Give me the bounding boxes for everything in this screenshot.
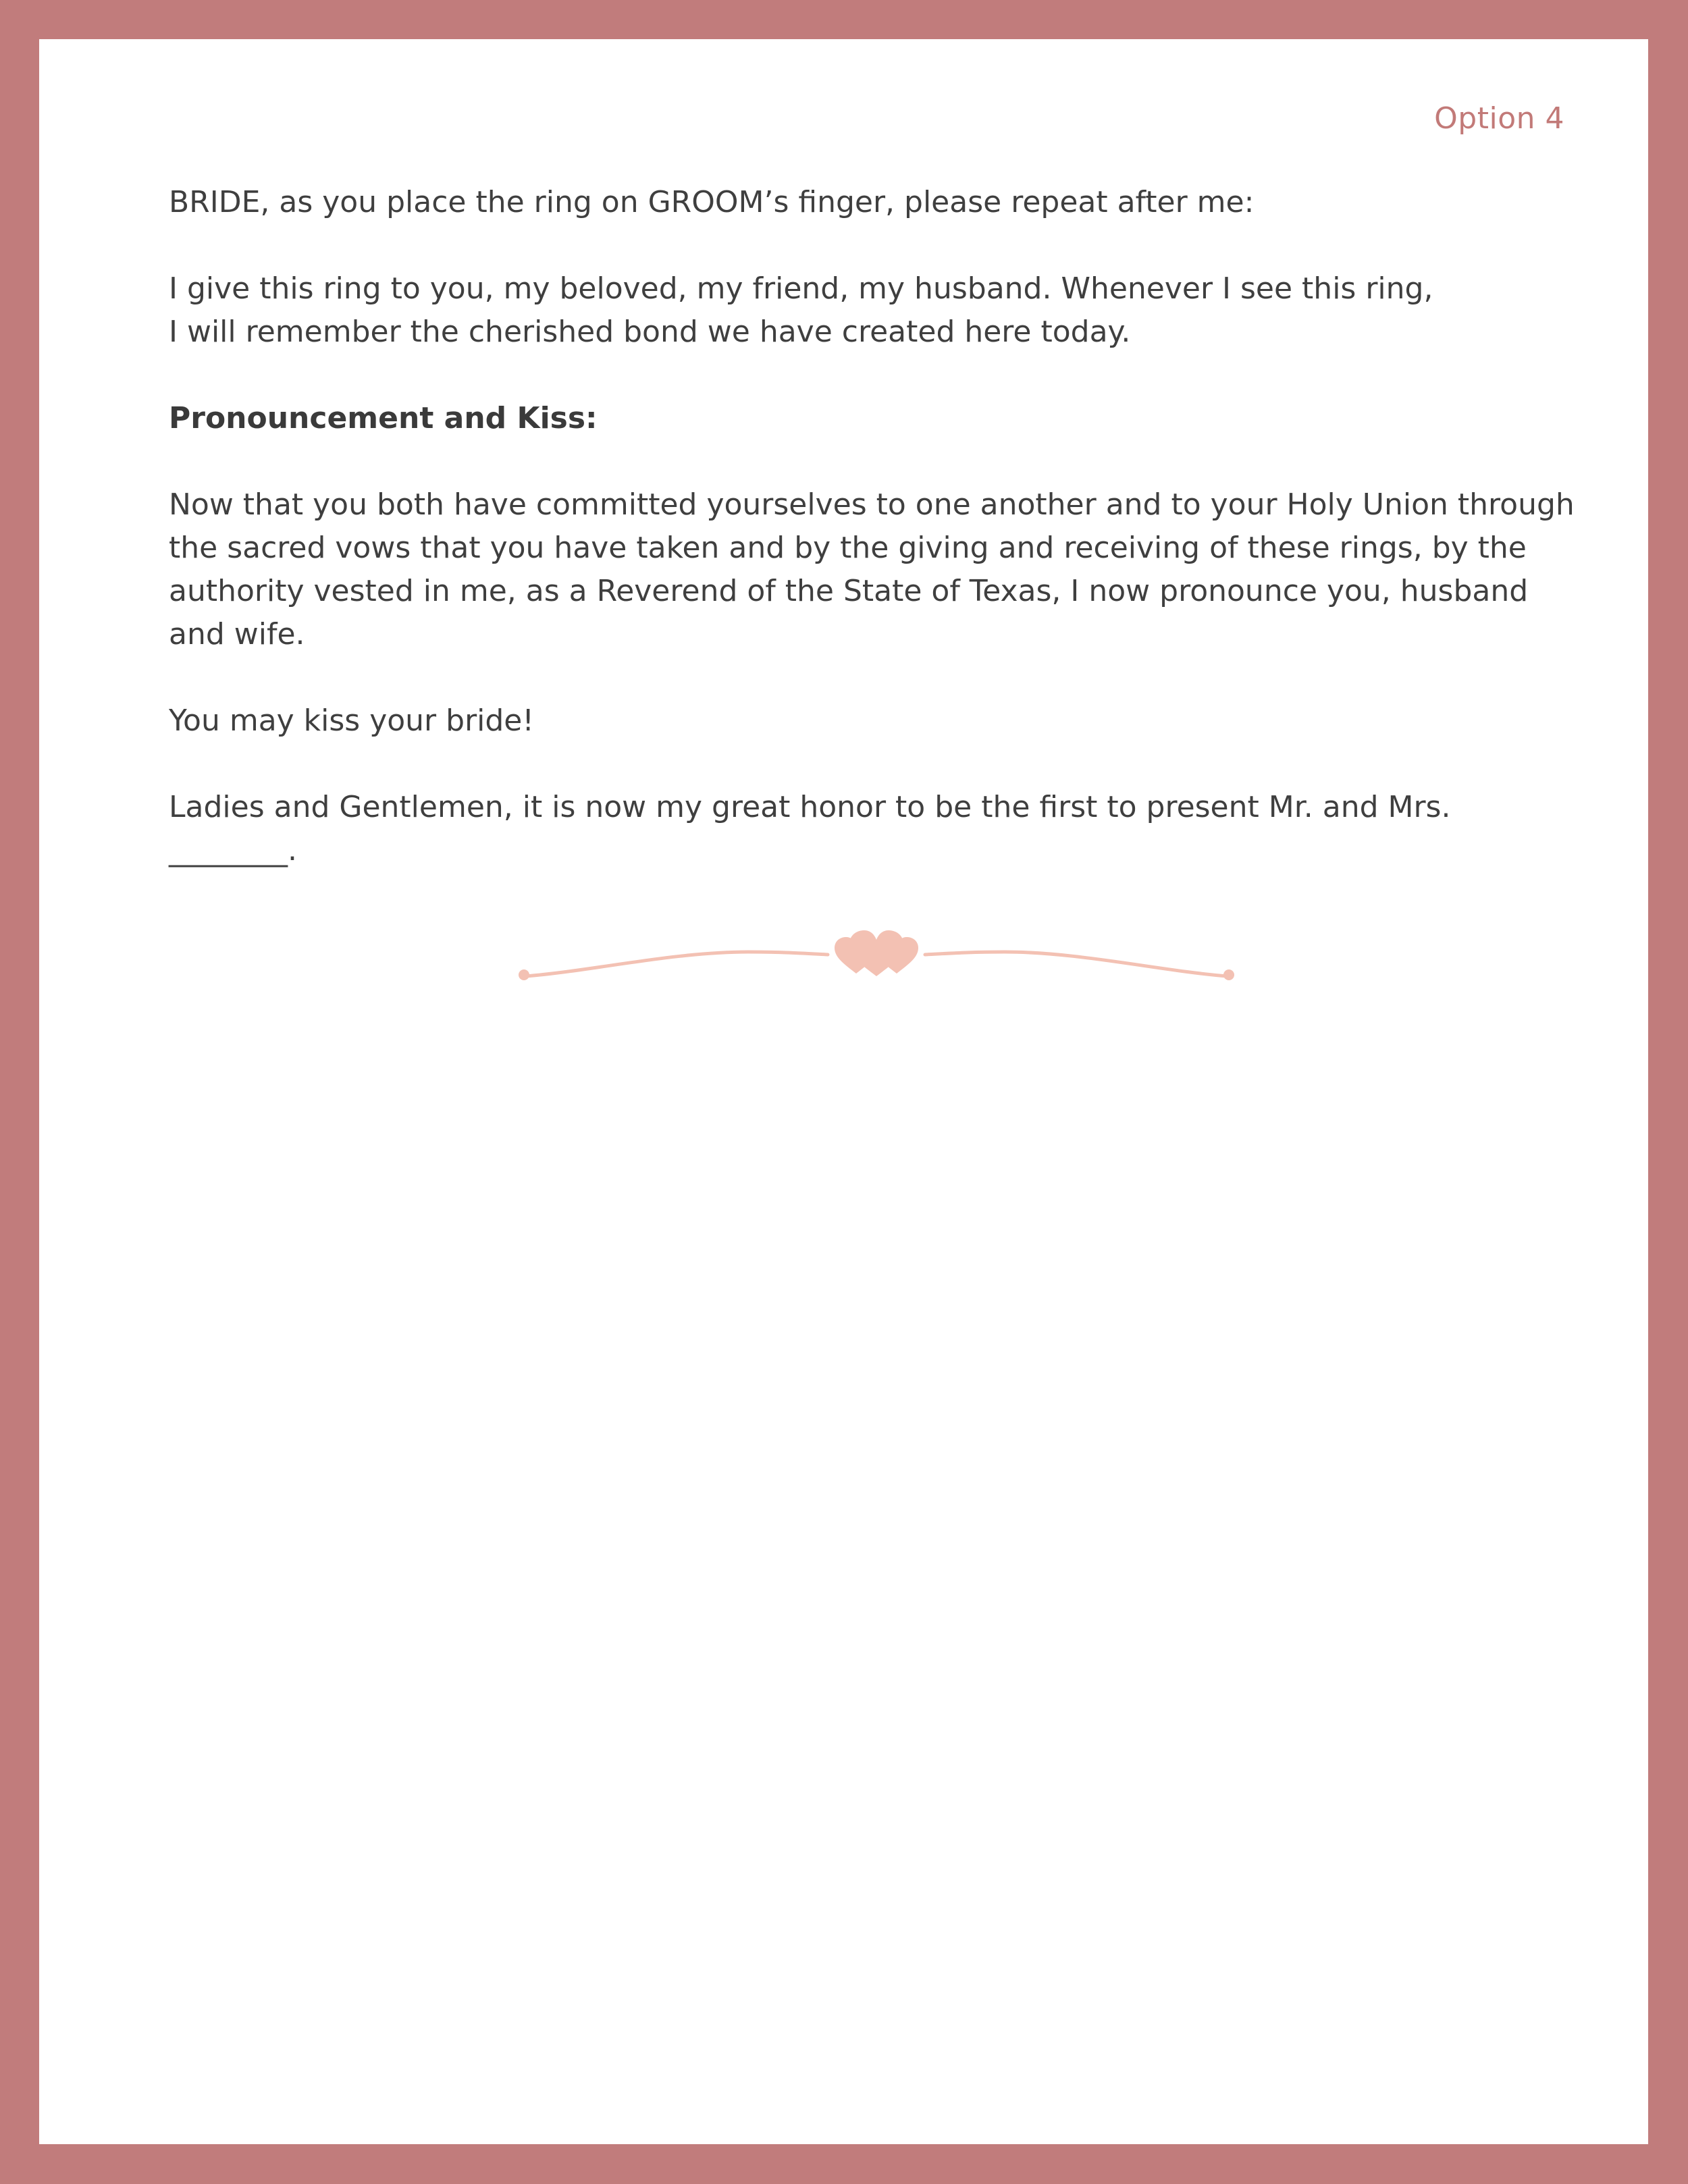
presentation-line-1: Ladies and Gentlemen, it is now my great honor to be the first to present Mr. and Mrs. [169, 790, 1451, 824]
ceremony-text [169, 181, 1587, 915]
ring-vow-line-1: I give this ring to you, my beloved, my friend, my husband. Whenever I see this ring, [169, 271, 1433, 306]
kiss-text: You may kiss your bride! [169, 703, 535, 738]
document-page [39, 39, 1648, 2144]
ring-vow-line-2: I will remember the cherished bond we have created here today. [169, 315, 1131, 349]
bride-instruction: BRIDE, as you place the ring on GROOM’s finger, please repeat after me: [169, 185, 1255, 219]
ring-vow [169, 267, 1587, 354]
presentation-text [169, 786, 1587, 872]
option-label: Option 4 [1434, 101, 1564, 136]
presentation-blank: ________. [169, 833, 297, 868]
section-heading: Pronouncement and Kiss: [169, 401, 598, 435]
pronouncement-text: Now that you both have committed yourselves to one another and to your Holy Union through the sacred vows that you have taken and by the giving and receiving of these rings, by the authority vested in me, as a Reverend of the State of Texas, I now pronounce you, husband and wife. [169, 487, 1575, 651]
hearts-flourish-divider-icon [512, 924, 1241, 1005]
